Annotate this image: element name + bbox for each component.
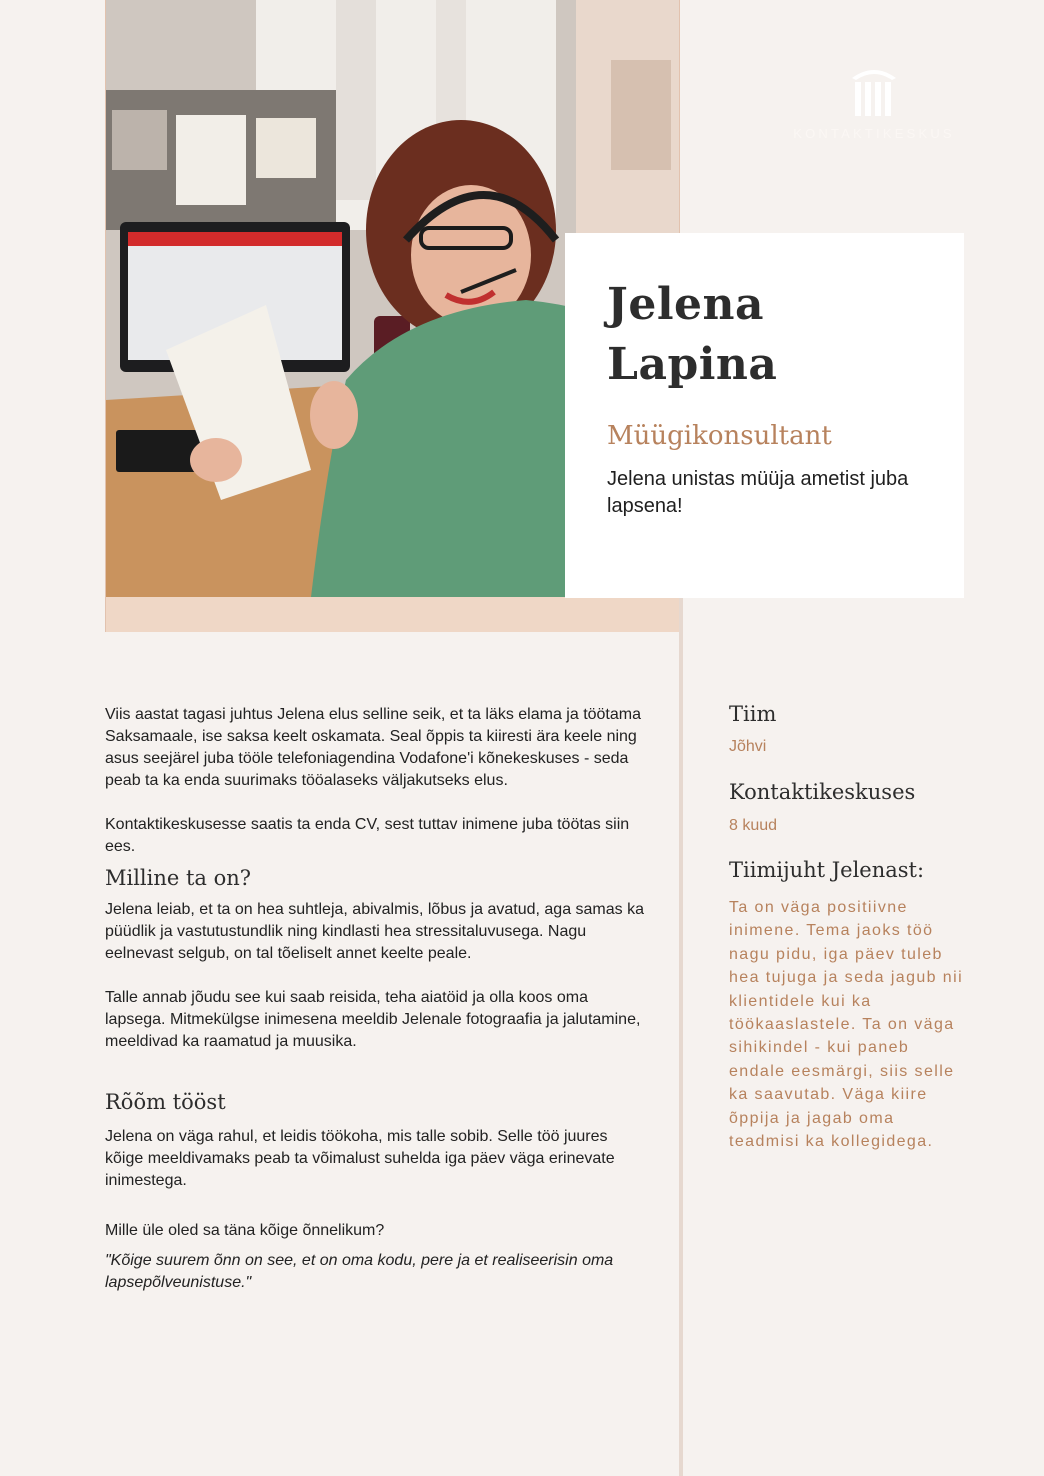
heading-joy: Rõõm tööst — [105, 1090, 226, 1114]
team-label: Tiim — [729, 702, 777, 726]
question: Mille üle oled sa täna kõige õnnelikum? — [105, 1222, 385, 1239]
tagline: Jelena unistas müüja ametist juba lapsena! — [607, 468, 909, 517]
character-paragraph-2: Talle annab jõudu see kui saab reisida, teha aiatöid ja olla koos oma lapsega. Mitmekülgse inimesena meeldib Jelenale fotograafia ja jalutamine, meeldivad ka raamatud ja muusika. — [105, 989, 641, 1050]
company-logo — [784, 64, 964, 141]
tenure-value: 8 kuud — [729, 817, 778, 834]
intro-paragraph-1: Viis aastat tagasi juhtus Jelena elus selline seik, et ta läks elama ja töötama Saksamaale, ise saksa keelt oskamata. Seal õppis ta kiiresti ära keele ning asus seejärel juba tööle telefoniagendina Vodafone'i kõnekeskuses - seda peab ta ka enda suurimaks tööalaseks väljakutseks elus. — [105, 706, 641, 789]
person-name — [607, 275, 964, 395]
article-body — [105, 704, 650, 1294]
heading-character: Milline ta on? — [105, 866, 252, 890]
team-lead-quote: Ta on väga positiivne inimene. Tema jaoks töö nagu pidu, iga päev tuleb hea tujuga ja seda jagub nii klientidele kui ka töökaaslastele. Ta on väga sihikindel - kui paneb endale eesmärgi, siis selle ka saavutab. Väga kiire õppija ja jagab oma teadmisi ka kollegidega. — [729, 899, 964, 1151]
last-name: Lapina — [607, 339, 778, 390]
sidebar — [729, 702, 969, 1153]
name-card — [565, 233, 964, 598]
pillar-logo-icon — [847, 64, 901, 118]
logo-wordmark: KONTAKTIKESKUS — [793, 126, 955, 141]
column-divider — [679, 597, 683, 1476]
first-name: Jelena — [607, 279, 765, 330]
job-title: Müügikonsultant — [607, 421, 832, 451]
answer-quote: "Kõige suurem õnn on see, et on oma kodu, pere ja et realiseerisin oma lapsepõlveunistuse." — [105, 1252, 614, 1291]
character-paragraph-1: Jelena leiab, et ta on hea suhtleja, abivalmis, lõbus ja avatud, aga samas ka püüdlik ja vastutustundlik ning kindlasti hea stressitaluvusega. Nagu eelnevast selgub, on tal tõeliselt annet keelte peale. — [105, 901, 644, 962]
intro-paragraph-2: Kontaktikeskusesse saatis ta enda CV, sest tuttav inimene juba töötas siin ees. — [105, 816, 630, 855]
tenure-label: Kontaktikeskuses — [729, 780, 916, 804]
team-lead-label: Tiimijuht Jelenast: — [729, 858, 925, 882]
joy-paragraph: Jelena on väga rahul, et leidis töökoha, mis talle sobib. Selle töö juures kõige meeldivamaks peab ta võimalust suhelda iga päev väga erinevate inimestega. — [105, 1128, 615, 1189]
team-value: Jõhvi — [729, 738, 767, 755]
